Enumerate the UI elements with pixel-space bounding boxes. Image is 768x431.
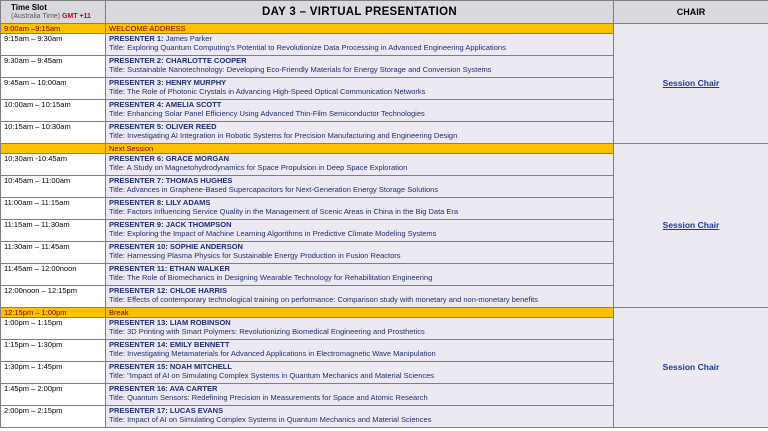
presenter-details [106, 56, 614, 78]
presenter-name: LILY ADAMS [165, 198, 211, 207]
presenter-label: PRESENTER 17: [109, 406, 168, 415]
title-text: Harnessing Plasma Physics for Sustainable Energy Production in Fusion Reactors [127, 251, 401, 260]
title-label: Title: [109, 327, 125, 336]
presentation-title [109, 349, 613, 358]
title-label: Title: [109, 371, 125, 380]
presenter-details [106, 286, 614, 308]
title-text: Effects of contemporary technological training on performance: Comparison study with monetary and non-monetary benefits [127, 295, 538, 304]
title-label: Title: [109, 251, 125, 260]
presenter-time: 10:00am – 10:15am [1, 100, 106, 122]
presenter-name: CHARLOTTE COOPER [165, 56, 247, 65]
presenter-details [106, 220, 614, 242]
presenter-time: 2:00pm – 2:15pm [1, 406, 106, 428]
presenter-time: 11:45am – 12:00noon [1, 264, 106, 286]
presenter-label: PRESENTER 3: [109, 78, 164, 87]
presenter-label: PRESENTER 5: [109, 122, 164, 131]
title-text: The Role of Photonic Crystals in Advancing High-Speed Optical Communication Networks [126, 87, 426, 96]
presentation-title [109, 131, 613, 140]
title-label: Title: [109, 273, 125, 282]
presenter-label: PRESENTER 6: [109, 154, 164, 163]
presenter-heading [109, 362, 613, 371]
title-text: Quantum Sensors: Redefining Precision in Measurements for Space and Atomic Research [127, 393, 428, 402]
session-time: 12:15pm – 1:00pm [1, 308, 106, 318]
presenter-heading [109, 242, 613, 251]
time-slot-header [1, 1, 106, 24]
presenter-label: PRESENTER 2: [109, 56, 164, 65]
header-row [1, 1, 768, 24]
presenter-heading [109, 34, 613, 43]
presentation-title [109, 393, 613, 402]
session-time [1, 144, 106, 154]
presenter-time: 10:15am – 10:30am [1, 122, 106, 144]
presenter-details [106, 176, 614, 198]
session-row [1, 308, 768, 318]
presenter-name: LIAM ROBINSON [169, 318, 231, 327]
title-label: Title: [109, 87, 125, 96]
presenter-time: 9:15am – 9:30am [1, 34, 106, 56]
presentation-title [109, 295, 613, 304]
presentation-title [109, 163, 613, 172]
session-label: Next Session [106, 144, 614, 154]
presenter-heading [109, 318, 613, 327]
presenter-details [106, 362, 614, 384]
presenter-heading [109, 220, 613, 229]
presenter-label: PRESENTER 14: [109, 340, 168, 349]
title-text: "Impact of AI on Simulating Complex Systems in Quantum Mechanics and Material Sciences [127, 371, 435, 380]
presenter-name: GRACE MORGAN [165, 154, 230, 163]
presenter-details [106, 122, 614, 144]
presenter-heading [109, 264, 613, 273]
presenter-time: 1:00pm – 1:15pm [1, 318, 106, 340]
presentation-title [109, 273, 613, 282]
presenter-time: 10:30am -10:45am [1, 154, 106, 176]
title-label: Title: [109, 43, 125, 52]
session-chair-cell [614, 144, 768, 308]
presenter-label: PRESENTER 12: [109, 286, 168, 295]
presenter-time: 1:45pm – 2:00pm [1, 384, 106, 406]
session-row [1, 24, 768, 34]
presentation-title [109, 229, 613, 238]
presentation-title [109, 65, 613, 74]
presenter-name: AMELIA SCOTT [165, 100, 222, 109]
presenter-time: 1:30pm – 1:45pm [1, 362, 106, 384]
presenter-label: PRESENTER 11: [109, 264, 168, 273]
presenter-label: PRESENTER 10: [109, 242, 168, 251]
title-label: Title: [109, 163, 125, 172]
title-text: Exploring the Impact of Machine Learning Algorithms in Predictive Climate Modeling Systems [127, 229, 437, 238]
presenter-name: CHLOE HARRIS [169, 286, 227, 295]
presentation-title [109, 207, 613, 216]
presenter-heading [109, 100, 613, 109]
presenter-name: THOMAS HUGHES [165, 176, 233, 185]
presenter-time: 11:30am – 11:45am [1, 242, 106, 264]
presentation-title [109, 371, 613, 380]
presenter-name: LUCAS EVANS [169, 406, 224, 415]
presenter-details [106, 318, 614, 340]
presenter-details [106, 264, 614, 286]
presentation-title [109, 185, 613, 194]
presenter-name: James Parker [165, 34, 212, 43]
title-text: Enhancing Solar Panel Efficiency Using Advanced Thin-Film Semiconductor Technologies [127, 109, 425, 118]
title-label: Title: [109, 415, 125, 424]
day-title: DAY 3 – VIRTUAL PRESENTATION [106, 1, 614, 24]
chair-header: CHAIR [614, 1, 768, 24]
presenter-label: PRESENTER 9: [109, 220, 164, 229]
title-label: Title: [109, 185, 125, 194]
time-zone: (Australia Time) [11, 13, 61, 20]
title-text: Sustainable Nanotechnology: Developing Eco-Friendly Materials for Energy Storage and Conversion Systems [127, 65, 492, 74]
presenter-name: EMILY BENNETT [169, 340, 230, 349]
presentation-title [109, 109, 613, 118]
session-time: 9:00am –9:15am [1, 24, 106, 34]
presenter-heading [109, 56, 613, 65]
presenter-details [106, 154, 614, 176]
title-label: Title: [109, 393, 125, 402]
presenter-details [106, 242, 614, 264]
presenter-time: 1:15pm – 1:30pm [1, 340, 106, 362]
session-chair-link[interactable]: Session Chair [662, 220, 720, 230]
presenter-name: ETHAN WALKER [169, 264, 230, 273]
presenter-name: SOPHIE ANDERSON [169, 242, 243, 251]
presenter-heading [109, 286, 613, 295]
presenter-name: NOAH MITCHELL [169, 362, 232, 371]
title-label: Title: [109, 295, 125, 304]
title-label: Title: [109, 109, 125, 118]
presenter-heading [109, 340, 613, 349]
presentation-title [109, 327, 613, 336]
presenter-label: PRESENTER 8: [109, 198, 164, 207]
presenter-heading [109, 176, 613, 185]
title-text: Exploring Quantum Computing's Potential to Revolutionize Data Processing in Advanced Engineering Applications [127, 43, 506, 52]
title-label: Title: [109, 349, 125, 358]
title-text: Investigating Metamaterials for Advanced Applications in Electromagnetic Wave Manipulation [127, 349, 436, 358]
presenter-time: 9:45am – 10:00am [1, 78, 106, 100]
title-label: Title: [109, 131, 125, 140]
presenter-name: AVA CARTER [169, 384, 218, 393]
presenter-heading [109, 406, 613, 415]
presenter-details [106, 198, 614, 220]
time-zone-label [11, 12, 105, 21]
session-chair-link: Session Chair [662, 362, 720, 372]
presenter-time: 11:15am – 11:30am [1, 220, 106, 242]
session-row [1, 144, 768, 154]
title-label: Title: [109, 65, 125, 74]
session-chair-link[interactable]: Session Chair [662, 78, 720, 88]
title-text: Advances in Graphene-Based Supercapacitors for Next-Generation Energy Storage Solutions [126, 185, 439, 194]
title-text: 3D Printing with Smart Polymers: Revolutionizing Biomedical Engineering and Prosthetics [127, 327, 425, 336]
presenter-time: 9:30am – 9:45am [1, 56, 106, 78]
presenter-details [106, 340, 614, 362]
presenter-details [106, 406, 614, 428]
presenter-heading [109, 78, 613, 87]
presenter-time: 11:00am – 11:15am [1, 198, 106, 220]
presenter-label: PRESENTER 7: [109, 176, 164, 185]
presenter-details [106, 34, 614, 56]
presenter-heading [109, 198, 613, 207]
gmt-offset: GMT +11 [61, 13, 91, 20]
presenter-details [106, 384, 614, 406]
title-text: The Role of Biomechanics in Designing Wearable Technology for Rehabilitation Engineering [126, 273, 433, 282]
schedule-body [1, 1, 768, 428]
presenter-label: PRESENTER 4: [109, 100, 164, 109]
presenter-name: OLIVER REED [165, 122, 217, 131]
presentation-title [109, 87, 613, 96]
presentation-title [109, 251, 613, 260]
presenter-time: 10:45am – 11:00am [1, 176, 106, 198]
presenter-time: 12:00noon – 12:15pm [1, 286, 106, 308]
title-label: Title: [109, 229, 125, 238]
session-label: WELCOME ADDRESS [106, 24, 614, 34]
presenter-name: JACK THOMPSON [165, 220, 232, 229]
presenter-details [106, 100, 614, 122]
presenter-details [106, 78, 614, 100]
presenter-heading [109, 154, 613, 163]
title-label: Title: [109, 207, 125, 216]
time-slot-label: Time Slot [11, 3, 47, 12]
title-text: Investigating AI Integration in Robotic Systems for Precision Manufacturing and Engineering Design [127, 131, 458, 140]
presenter-heading [109, 384, 613, 393]
presentation-title [109, 43, 613, 52]
session-chair-cell [614, 308, 768, 428]
presenter-label: PRESENTER 16: [109, 384, 168, 393]
presenter-label: PRESENTER 13: [109, 318, 168, 327]
title-text: Factors Influencing Service Quality in the Management of Scenic Areas in China in the Big Data Era [127, 207, 459, 216]
presenter-name: HENRY MURPHY [165, 78, 227, 87]
title-text: A Study on Magnetohydrodynamics for Space Propulsion in Deep Space Exploration [126, 163, 408, 172]
title-text: Impact of AI on Simulating Complex Systems in Quantum Mechanics and Material Sciences [127, 415, 432, 424]
session-chair-cell [614, 24, 768, 144]
session-label: Break [106, 308, 614, 318]
presenter-label: PRESENTER 15: [109, 362, 168, 371]
presenter-heading [109, 122, 613, 131]
presenter-label: PRESENTER 1: [109, 34, 164, 43]
presentation-title [109, 415, 613, 424]
